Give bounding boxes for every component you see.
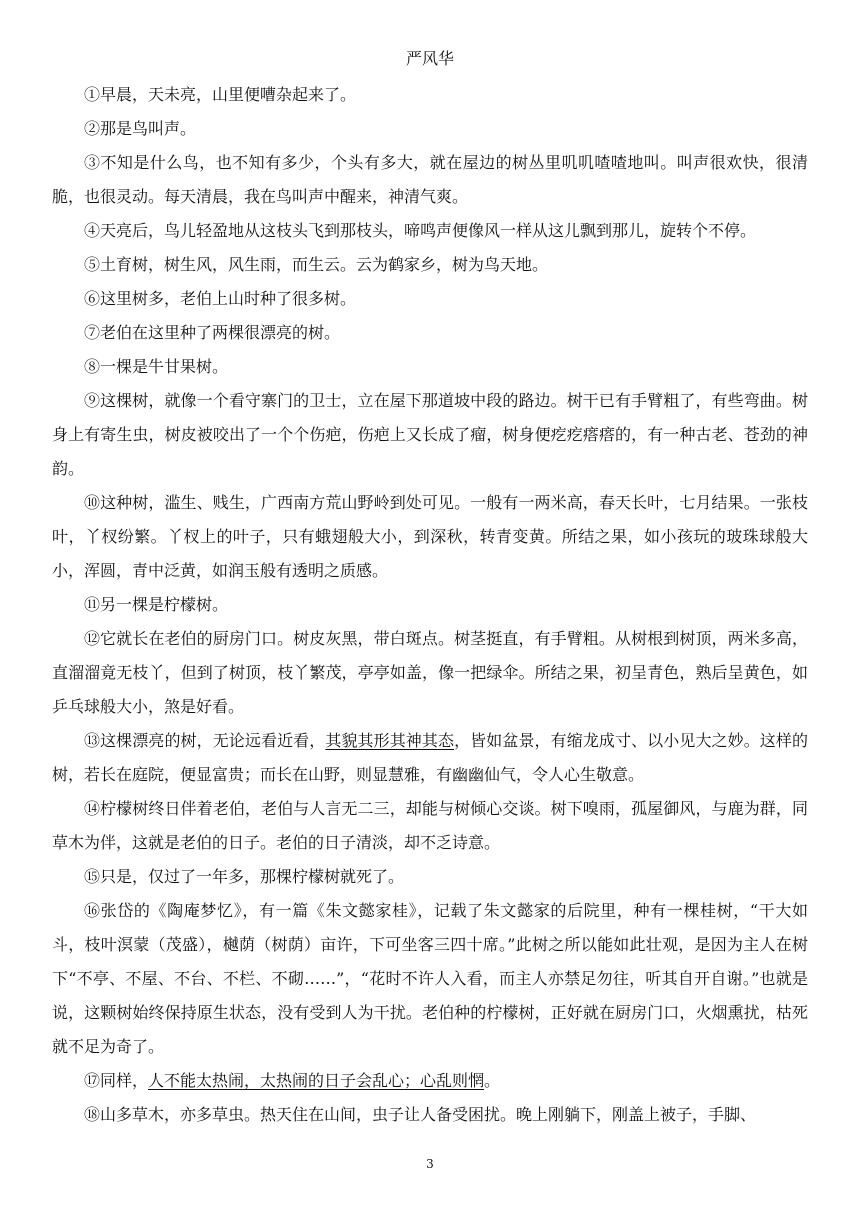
paragraph-1: ①早晨，天未亮，山里便嘈杂起来了。 xyxy=(84,85,357,104)
paragraph-17-pre: ⑰同样， xyxy=(84,1071,149,1090)
paragraph-4: ④天亮后，鸟儿轻盈地从这枝头飞到那枝头，啼鸣声便像风一样从这儿飘到那儿，旋转个不停。 xyxy=(84,221,757,240)
paragraph-13-post: ，皆如盆景，有缩龙成寸、以小见大之妙。这样的树，若长在庭院，便显富贵；而长在山野，则显慧雅，有幽幽仙气，令人心生敬意。 xyxy=(52,731,808,784)
paragraph-14: ⑭柠檬树终日伴着老伯，老伯与人言无二三，却能与树倾心交谈。树下嗅雨，孤屋御风，与鹿为群，同草木为伴，这就是老伯的日子。老伯的日子清淡，却不乏诗意。 xyxy=(52,799,808,852)
paragraph-13-pre: ⑬这棵漂亮的树，无论远看近看， xyxy=(84,731,326,750)
paragraph-5: ⑤土育树，树生风，风生雨，而生云。云为鹤家乡，树为鸟天地。 xyxy=(84,255,549,274)
underlined-phrase: 其貌其形其神其态 xyxy=(325,731,455,750)
paragraph-13 xyxy=(52,724,808,792)
paragraph-12: ⑫它就长在老伯的厨房门口。树皮灰黑，带白斑点。树茎挺直，有手臂粗。从树根到树顶，两米多高，直溜溜竟无枝丫，但到了树顶，枝丫繁茂，亭亭如盖，像一把绿伞。所结之果，初呈青色，熟后呈黄色，如乒乓球般大小，煞是好看。 xyxy=(52,629,808,716)
page-number: 3 xyxy=(426,1157,434,1171)
paragraph-8: ⑧一棵是牛甘果树。 xyxy=(84,357,229,376)
paragraph-3: ③不知是什么鸟，也不知有多少，个头有多大，就在屋边的树丛里叽叽喳喳地叫。叫声很欢快，很清脆，也很灵动。每天清晨，我在鸟叫声中醒来，神清气爽。 xyxy=(52,153,808,206)
paragraph-15: ⑮只是，仅过了一年多，那棵柠檬树就死了。 xyxy=(84,867,405,886)
article-body xyxy=(52,78,808,1132)
paragraph-9: ⑨这棵树，就像一个看守寨门的卫士，立在屋下那道坡中段的路边。树干已有手臂粗了，有些弯曲。树身上有寄生虫，树皮被咬出了一个个伤疤，伤疤上又长成了瘤，树身便疙疙瘩瘩的，有一种古老、苍劲的神韵。 xyxy=(52,391,808,478)
paragraph-6: ⑥这里树多，老伯上山时种了很多树。 xyxy=(84,289,357,308)
paragraph-7: ⑦老伯在这里种了两棵很漂亮的树。 xyxy=(84,323,341,342)
paragraph-2: ②那是鸟叫声。 xyxy=(84,119,197,138)
paragraph-10: ⑩这种树，滥生、贱生，广西南方荒山野岭到处可见。一般有一两米高，春天长叶，七月结果。一张枝叶，丫杈纷繁。丫杈上的叶子，只有蛾翅般大小，到深秋，转青变黄。所结之果，如小孩玩的玻珠球般大小，浑圆，青中泛黄，如润玉般有透明之质感。 xyxy=(52,493,808,580)
paragraph-11: ⑪另一棵是柠檬树。 xyxy=(84,595,229,614)
paragraph-17-post: 。 xyxy=(484,1071,501,1090)
author-name: 严风华 xyxy=(405,49,454,68)
underlined-sentence: 人不能太热闹，太热闹的日子会乱心；心乱则惘 xyxy=(148,1071,485,1090)
paragraph-16: ⑯张岱的《陶庵梦忆》，有一篇《朱文懿家桂》，记载了朱文懿家的后院里，种有一棵桂树，“干大如斗，枝叶溟蒙（茂盛），樾荫（树荫）亩许，下可坐客三四十席。”此树之所以能如此壮观，是因为主人在树下“不亭、不屋、不台、不栏、不砌……”，“花时不许人入看，而主人亦禁足勿往，听其自开自谢。”也就是说，这颗树始终保持原生状态，没有受到人为干扰。老伯种的柠檬树，正好就在厨房门口，火烟熏扰，枯死就不足为奇了。 xyxy=(52,901,808,1056)
paragraph-17 xyxy=(52,1064,808,1098)
paragraph-18: ⑱山多草木，亦多草虫。热天住在山间，虫子让人备受困扰。晚上刚躺下，刚盖上被子，手脚、 xyxy=(84,1105,757,1124)
